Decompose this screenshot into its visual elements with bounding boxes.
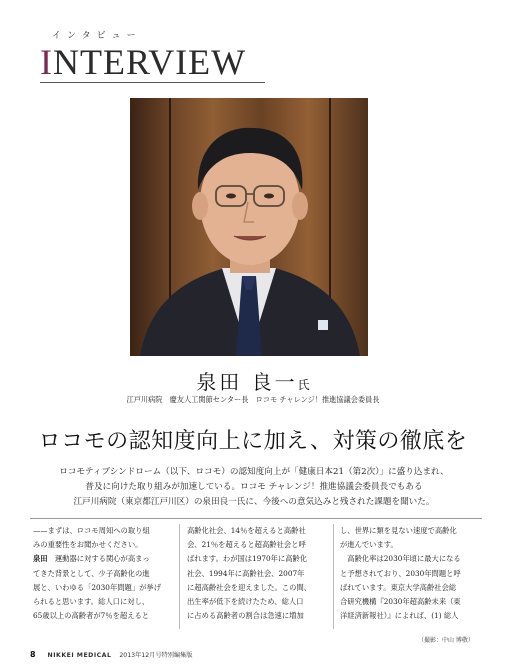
lead-paragraph (46, 465, 462, 510)
lead-line: ロコモティブシンドローム（以下、ロコモ）の認知度向上が「健康日本21（第2次）」に盛り込まれ、 (59, 467, 449, 477)
body-line: ——まずは、ロコモ周知への取り組 (33, 526, 150, 535)
body-line: られると思います。総人口に対し、 (33, 597, 150, 607)
body-rule (30, 518, 482, 519)
body-line: 展と、いわゆる「2030年問題」が挙げ (33, 582, 162, 592)
body-line: てきた背景として、少子高齢化の進 (33, 568, 150, 578)
portrait-photo (130, 98, 368, 356)
body-column-3 (340, 524, 478, 623)
body-column-1 (33, 524, 171, 623)
section-title-rest: NTERVIEW (53, 42, 247, 82)
page-footer (30, 650, 193, 659)
body-line: 高齢化率は2030年頃に最大になる (340, 554, 461, 564)
body-line: 社会、1994年に高齢社会、2007年 (187, 568, 305, 578)
body-line: に超高齢社会を迎えました。この間、 (187, 582, 312, 592)
speaker-label: 泉田 (33, 554, 48, 564)
section-title-accent: I (40, 42, 53, 82)
body-line: が進んでいます。 (340, 540, 398, 550)
body-line: ばれています。東京大学高齢社会総 (340, 582, 457, 592)
photo-credit: （撮影：中山 博敬） (418, 637, 474, 644)
lead-line: 江戸川病院（東京都江戸川区）の泉田良一氏に、今後への意気込みと残された課題を聞いた。 (73, 497, 435, 507)
body-line: 65歳以上の高齢者が7％を超えると (33, 611, 150, 621)
column-divider (179, 524, 180, 629)
body-line: みの重要性をお聞かせください。 (33, 540, 143, 550)
body-line: 合研究機構『2030年超高齢未来（東 (340, 597, 461, 607)
header-rule (40, 82, 265, 83)
lead-line: 普及に向けた取り組みが加速している。ロコモ チャレンジ！推進協議会委員長でもある (85, 482, 423, 492)
body-line: と予想されており、2030年問題と呼 (340, 568, 461, 578)
body-line: し、世界に類を見ない速度で高齢化 (340, 526, 457, 535)
body-line: 出生率が低下を続けたため、総人口 (187, 597, 304, 607)
column-divider (333, 524, 334, 629)
body-line: 会、21％を超えると超高齢社会と呼 (187, 540, 306, 550)
body-line: 高齢化社会、14％を超えると高齢社 (187, 526, 306, 535)
body-line: 洋経済新報社）』によれば、(1) 総人 (340, 611, 459, 621)
issue-label: 2013年12月号特別編集版 (119, 652, 193, 659)
interviewee-name (0, 366, 506, 395)
section-title (40, 44, 246, 80)
body-line: ばれます。わが国は1970年に高齢化 (187, 554, 308, 564)
portrait-illustration (130, 98, 368, 356)
interviewee-honorific: 氏 (297, 378, 310, 392)
body-column-2 (187, 524, 325, 623)
header-kana: インタビュー (52, 31, 142, 41)
page-number: 8 (30, 650, 36, 659)
article-headline: ロコモの認知度向上に加え、対策の徹底を (38, 429, 468, 454)
body-line: に占める高齢者の割合は急速に増加 (187, 611, 304, 621)
magazine-name: NIKKEI MEDICAL (47, 652, 112, 659)
interviewee-name-text: 泉田 良一 (196, 370, 298, 394)
body-line-speaker: 泉田 運動器に対する関心が高まっ (33, 554, 150, 564)
interviewee-affiliation: 江戸川病院 慶友人工関節センター長 ロコモ チャレンジ！推進協議会委員長 (126, 395, 380, 404)
